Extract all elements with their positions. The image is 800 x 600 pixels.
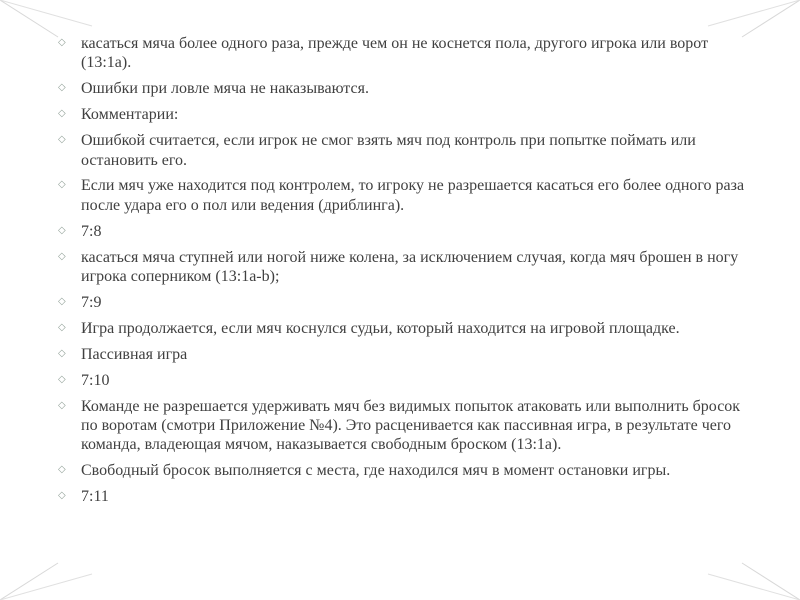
bullet-diamond-icon: ◇ bbox=[58, 490, 66, 502]
list-item-text: касаться мяча более одного раза, прежде чем он не коснется пола, другого игрока или ворот (13:1a). bbox=[81, 35, 709, 72]
list-item bbox=[58, 176, 758, 215]
list-item-text: Если мяч уже находится под контролем, то игроку не разрешается касаться его более одного раза после удара его о пол или ведения (дриблинга). bbox=[81, 177, 745, 214]
list-item-text: Комментарии: bbox=[81, 106, 179, 124]
decor-line-bottom-left-2 bbox=[0, 574, 92, 600]
bullet-diamond-icon: ◇ bbox=[58, 224, 66, 236]
list-item bbox=[58, 248, 758, 287]
list-item bbox=[58, 461, 758, 480]
bullet-diamond-icon: ◇ bbox=[58, 250, 66, 262]
list-item-text: Ошибкой считается, если игрок не смог взять мяч под контроль при попытке поймать или остановить его. bbox=[81, 132, 696, 169]
bullet-diamond-icon: ◇ bbox=[58, 108, 66, 120]
list-item-text: Игра продолжается, если мяч коснулся судьи, который находится на игровой площадке. bbox=[81, 319, 680, 337]
decor-line-bottom-left-1 bbox=[0, 563, 58, 600]
list-item bbox=[58, 487, 758, 506]
decor-line-top-right-1 bbox=[742, 0, 800, 37]
bullet-diamond-icon: ◇ bbox=[58, 347, 66, 359]
list-item bbox=[58, 397, 758, 455]
list-item bbox=[58, 79, 758, 98]
list-item bbox=[58, 319, 758, 338]
bullet-list bbox=[58, 34, 758, 513]
list-item bbox=[58, 293, 758, 312]
bullet-diamond-icon: ◇ bbox=[58, 464, 66, 476]
list-item-text: 7:8 bbox=[81, 222, 102, 240]
list-item bbox=[58, 222, 758, 241]
bullet-diamond-icon: ◇ bbox=[58, 37, 66, 48]
decor-line-bottom-right-2 bbox=[708, 574, 800, 600]
list-item-text: 7:11 bbox=[81, 488, 109, 506]
list-item bbox=[58, 371, 758, 390]
list-item bbox=[58, 131, 758, 170]
decor-line-top-left-1 bbox=[0, 0, 58, 37]
list-item-text: Пассивная игра bbox=[81, 345, 188, 363]
list-item-text: 7:10 bbox=[81, 371, 110, 389]
bullet-diamond-icon: ◇ bbox=[58, 134, 66, 146]
list-item-text: Команде не разрешается удерживать мяч без видимых попыток атаковать или выполнить бросок по воротам (смотри Приложение №4). Это расценивается как пассивная игра, в результате чего команда, владеющая мячом, наказывается свободным броском (13:1a). bbox=[81, 397, 741, 454]
bullet-diamond-icon: ◇ bbox=[58, 295, 66, 307]
bullet-diamond-icon: ◇ bbox=[58, 399, 66, 411]
decor-line-top-left-2 bbox=[0, 0, 92, 26]
list-item-text: касаться мяча ступней или ногой ниже колена, за исключением случая, когда мяч брошен в ногу игрока соперником (13:1a-b); bbox=[81, 248, 739, 286]
bullet-diamond-icon: ◇ bbox=[58, 321, 66, 333]
decor-line-top-right-2 bbox=[708, 0, 800, 26]
bullet-diamond-icon: ◇ bbox=[58, 82, 66, 94]
list-item bbox=[58, 34, 758, 73]
bullet-diamond-icon: ◇ bbox=[58, 373, 66, 385]
list-item-text: 7:9 bbox=[81, 293, 102, 311]
list-item-text: Ошибки при ловле мяча не наказываются. bbox=[81, 80, 369, 98]
bullet-diamond-icon: ◇ bbox=[58, 179, 66, 191]
list-item bbox=[58, 105, 758, 124]
list-item bbox=[58, 345, 758, 364]
list-item-text: Свободный бросок выполняется с места, где находился мяч в момент остановки игры. bbox=[81, 462, 671, 480]
decor-line-bottom-right-1 bbox=[742, 563, 800, 600]
